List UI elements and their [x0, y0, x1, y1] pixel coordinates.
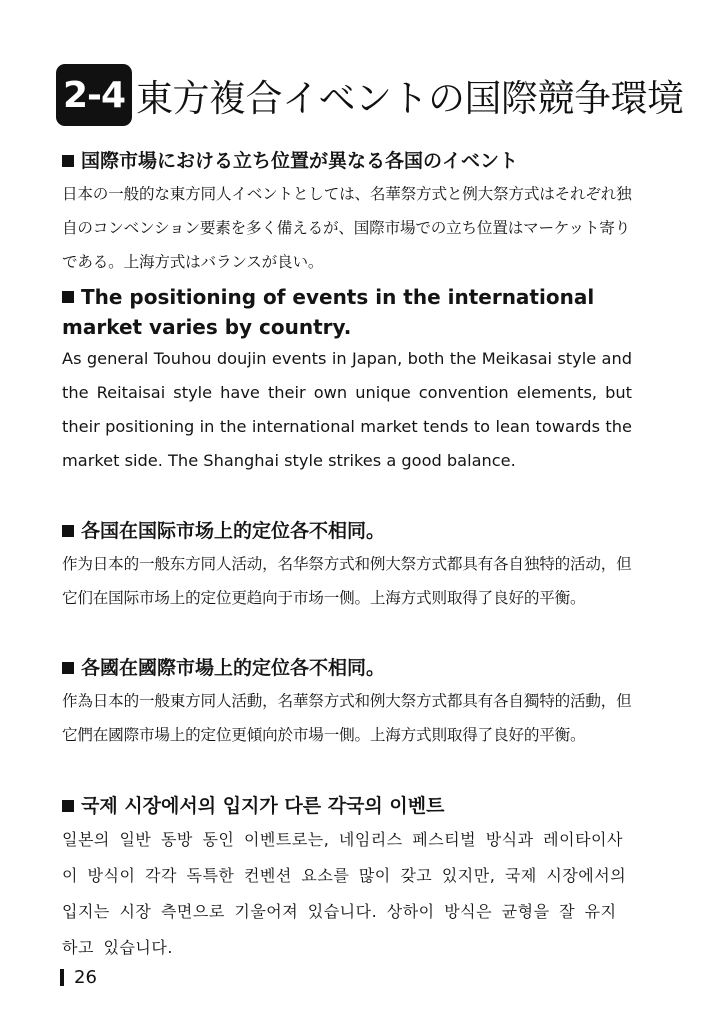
section-korean	[62, 790, 632, 966]
section-heading-text: 국제 시장에서의 입지가 다른 각국의 이벤트	[81, 795, 445, 817]
chapter-header	[56, 62, 684, 128]
section-heading-text: The positioning of events in the international market varies by country.	[62, 285, 595, 339]
section-body-chinese-traditional: 作為日本的一般東方同人活動，名華祭方式和例大祭方式都具有各自獨特的活動，但它們在國際市場上的定位更傾向於市場一側。上海方式則取得了良好的平衡。	[62, 692, 632, 744]
section-heading-chinese-traditional	[62, 652, 632, 684]
bullet-square-icon	[62, 800, 74, 812]
section-heading-korean	[62, 790, 632, 822]
section-body-japanese: 日本の一般的な東方同人イベントとしては、名華祭方式と例大祭方式はそれぞれ独自のコンベンション要素を多く備えるが、国際市場での立ち位置はマーケット寄りである。上海方式はバランスが良い。	[62, 185, 632, 271]
section-body-chinese-simplified: 作为日本的一般东方同人活动，名华祭方式和例大祭方式都具有各自独特的活动，但它们在国际市场上的定位更趋向于市场一侧。上海方式则取得了良好的平衡。	[62, 555, 632, 607]
bullet-square-icon	[62, 525, 74, 537]
bullet-square-icon	[62, 291, 74, 303]
section-heading-english	[62, 282, 632, 342]
section-chinese-traditional	[62, 652, 632, 752]
section-english	[62, 282, 632, 478]
section-heading-chinese-simplified	[62, 515, 632, 547]
section-heading-text: 国際市場における立ち位置が異なる各国のイベント	[81, 150, 519, 172]
section-japanese	[62, 145, 632, 279]
page-footer	[60, 964, 97, 990]
page-number: 26	[74, 966, 97, 988]
section-heading-japanese	[62, 145, 632, 177]
chapter-title: 東方複合イベントの国際競争環境	[136, 77, 684, 120]
chapter-number-badge: 2-4	[56, 64, 132, 126]
section-body-korean: 일본의 일반 동방 동인 이벤트로는, 네임리스 페스티벌 방식과 레이타이사이 방식이 각각 독특한 컨벤션 요소를 많이 갖고 있지만, 국제 시장에서의 입지는 시장 측면으로 기울어져 있습니다. 상하이 방식은 균형을 잘 유지하고 있습니다.	[62, 830, 627, 957]
page-marker-bar	[60, 969, 64, 986]
section-chinese-simplified	[62, 515, 632, 615]
section-body-english: As general Touhou doujin events in Japan, both the Meikasai style and the Reitaisai style have their own unique convention elements, but their positioning in the international market tends to lean towards the market side. The Shanghai style strikes a good balance.	[62, 349, 632, 470]
bullet-square-icon	[62, 155, 74, 167]
section-heading-text: 各國在國際市場上的定位各不相同。	[81, 657, 386, 679]
bullet-square-icon	[62, 662, 74, 674]
section-heading-text: 各国在国际市场上的定位各不相同。	[81, 520, 386, 542]
